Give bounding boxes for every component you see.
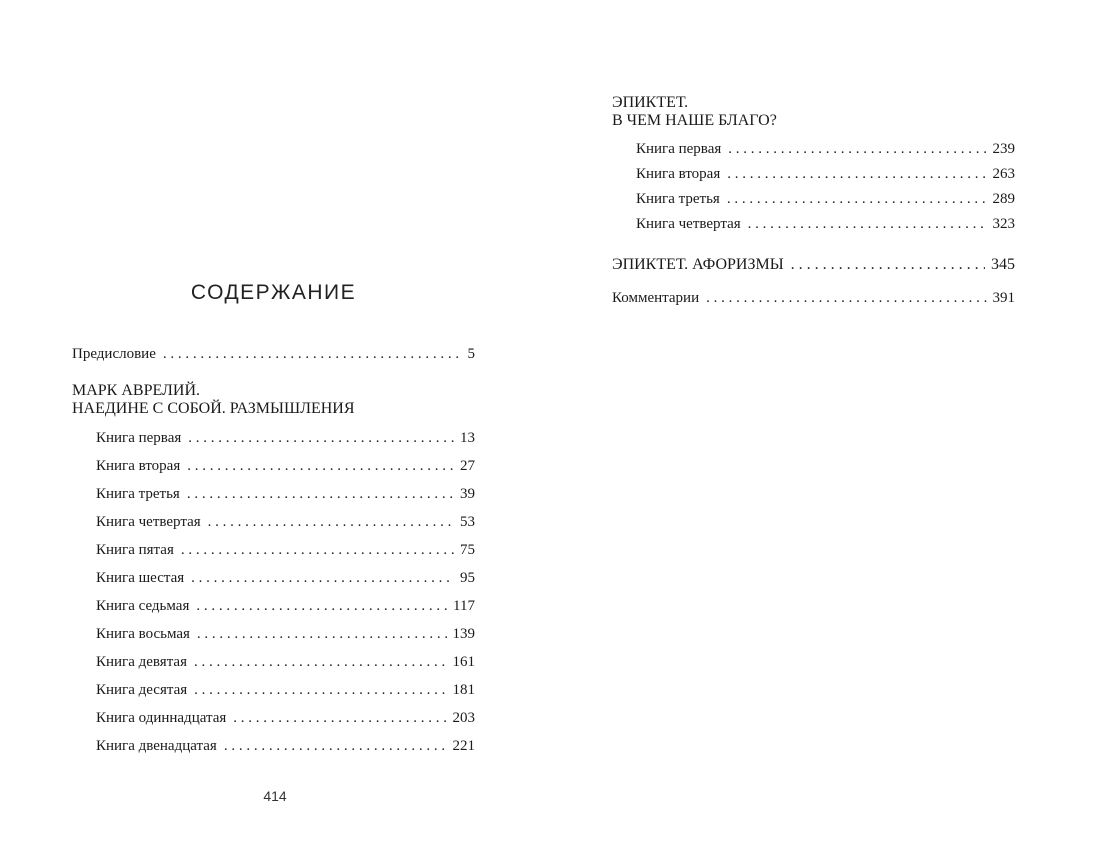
- entry-title: Книга четвертая: [96, 514, 201, 530]
- entry-title: Книга одиннадцатая: [96, 710, 227, 726]
- entry-page: 27: [460, 458, 475, 474]
- toc-entry[interactable]: [96, 681, 475, 699]
- entry-page: 289: [992, 191, 1015, 207]
- section-title-line1: МАРК АВРЕЛИЙ.: [72, 382, 200, 399]
- leader-dots: [187, 457, 454, 475]
- leader-dots: [748, 215, 987, 233]
- toc-entry-aphorisms[interactable]: [612, 256, 1015, 274]
- leader-dots: [187, 485, 454, 503]
- entry-title: Книга девятая: [96, 654, 187, 670]
- section-title-line1: ЭПИКТЕТ.: [612, 94, 689, 111]
- leader-dots: [197, 625, 447, 643]
- toc-entry[interactable]: [96, 569, 475, 587]
- entry-page: 5: [467, 346, 475, 362]
- entry-title: Книга седьмая: [96, 598, 190, 614]
- entry-page: 75: [460, 542, 475, 558]
- toc-entry[interactable]: [96, 429, 475, 447]
- toc-entry[interactable]: [636, 140, 1015, 158]
- leader-dots: [233, 709, 446, 727]
- toc-entry-comments[interactable]: [612, 289, 1015, 307]
- entry-title: Книга первая: [636, 141, 722, 157]
- entry-page: 239: [992, 141, 1015, 157]
- toc-entry[interactable]: [636, 165, 1015, 183]
- leader-dots: [191, 569, 454, 587]
- toc-entry[interactable]: [96, 513, 475, 531]
- leader-dots: [728, 140, 986, 158]
- entry-page: 139: [452, 626, 475, 642]
- entry-title: Книга вторая: [636, 166, 721, 182]
- entry-page: 117: [453, 598, 475, 614]
- section-title-line2: В ЧЕМ НАШЕ БЛАГО?: [612, 112, 777, 129]
- leader-dots: [224, 737, 447, 755]
- toc-entry[interactable]: [96, 653, 475, 671]
- toc-entry[interactable]: [96, 737, 475, 755]
- right-page: [550, 0, 1100, 861]
- entry-page: 391: [992, 290, 1015, 306]
- entry-page: 323: [992, 216, 1015, 232]
- entry-title: Книга вторая: [96, 458, 181, 474]
- entry-title: Предисловие: [72, 346, 156, 362]
- toc-entry[interactable]: [96, 485, 475, 503]
- entry-page: 203: [452, 710, 475, 726]
- entry-page: 181: [452, 682, 475, 698]
- entry-page: 95: [460, 570, 475, 586]
- entry-page: 221: [452, 738, 475, 754]
- leader-dots: [181, 541, 454, 559]
- entry-page: 263: [992, 166, 1015, 182]
- leader-dots: [194, 653, 447, 671]
- leader-dots: [727, 190, 987, 208]
- toc-entry[interactable]: [96, 597, 475, 615]
- entry-title: Книга пятая: [96, 542, 174, 558]
- entry-title: ЭПИКТЕТ. АФОРИЗМЫ: [612, 256, 784, 273]
- entry-title: Книга третья: [636, 191, 720, 207]
- leader-dots: [194, 681, 446, 699]
- toc-entry-preface[interactable]: [72, 345, 475, 363]
- leader-dots: [706, 289, 986, 307]
- toc-entry[interactable]: [636, 215, 1015, 233]
- toc-entry[interactable]: [96, 709, 475, 727]
- toc-entry[interactable]: [636, 190, 1015, 208]
- toc-entry[interactable]: [96, 457, 475, 475]
- leader-dots: [791, 256, 985, 274]
- entry-title: Книга восьмая: [96, 626, 190, 642]
- entry-page: 161: [452, 654, 475, 670]
- entry-page: 13: [460, 430, 475, 446]
- leader-dots: [196, 597, 447, 615]
- leader-dots: [208, 513, 454, 531]
- entry-title: Книга десятая: [96, 682, 188, 698]
- entry-page: 39: [460, 486, 475, 502]
- contents-heading: СОДЕРЖАНИЕ: [190, 281, 357, 304]
- entry-title: Книга шестая: [96, 570, 185, 586]
- leader-dots: [727, 165, 986, 183]
- entry-title: Комментарии: [612, 290, 700, 306]
- entry-title: Книга третья: [96, 486, 180, 502]
- entry-page: 345: [991, 256, 1015, 273]
- entry-page: 53: [460, 514, 475, 530]
- toc-entry[interactable]: [96, 541, 475, 559]
- leader-dots: [188, 429, 454, 447]
- entry-title: Книга четвертая: [636, 216, 741, 232]
- entry-title: Книга первая: [96, 430, 182, 446]
- toc-entry[interactable]: [96, 625, 475, 643]
- page-number: 414: [263, 788, 287, 804]
- leader-dots: [163, 345, 462, 363]
- section-title-line2: НАЕДИНЕ С СОБОЙ. РАЗМЫШЛЕНИЯ: [72, 400, 355, 417]
- entry-title: Книга двенадцатая: [96, 738, 217, 754]
